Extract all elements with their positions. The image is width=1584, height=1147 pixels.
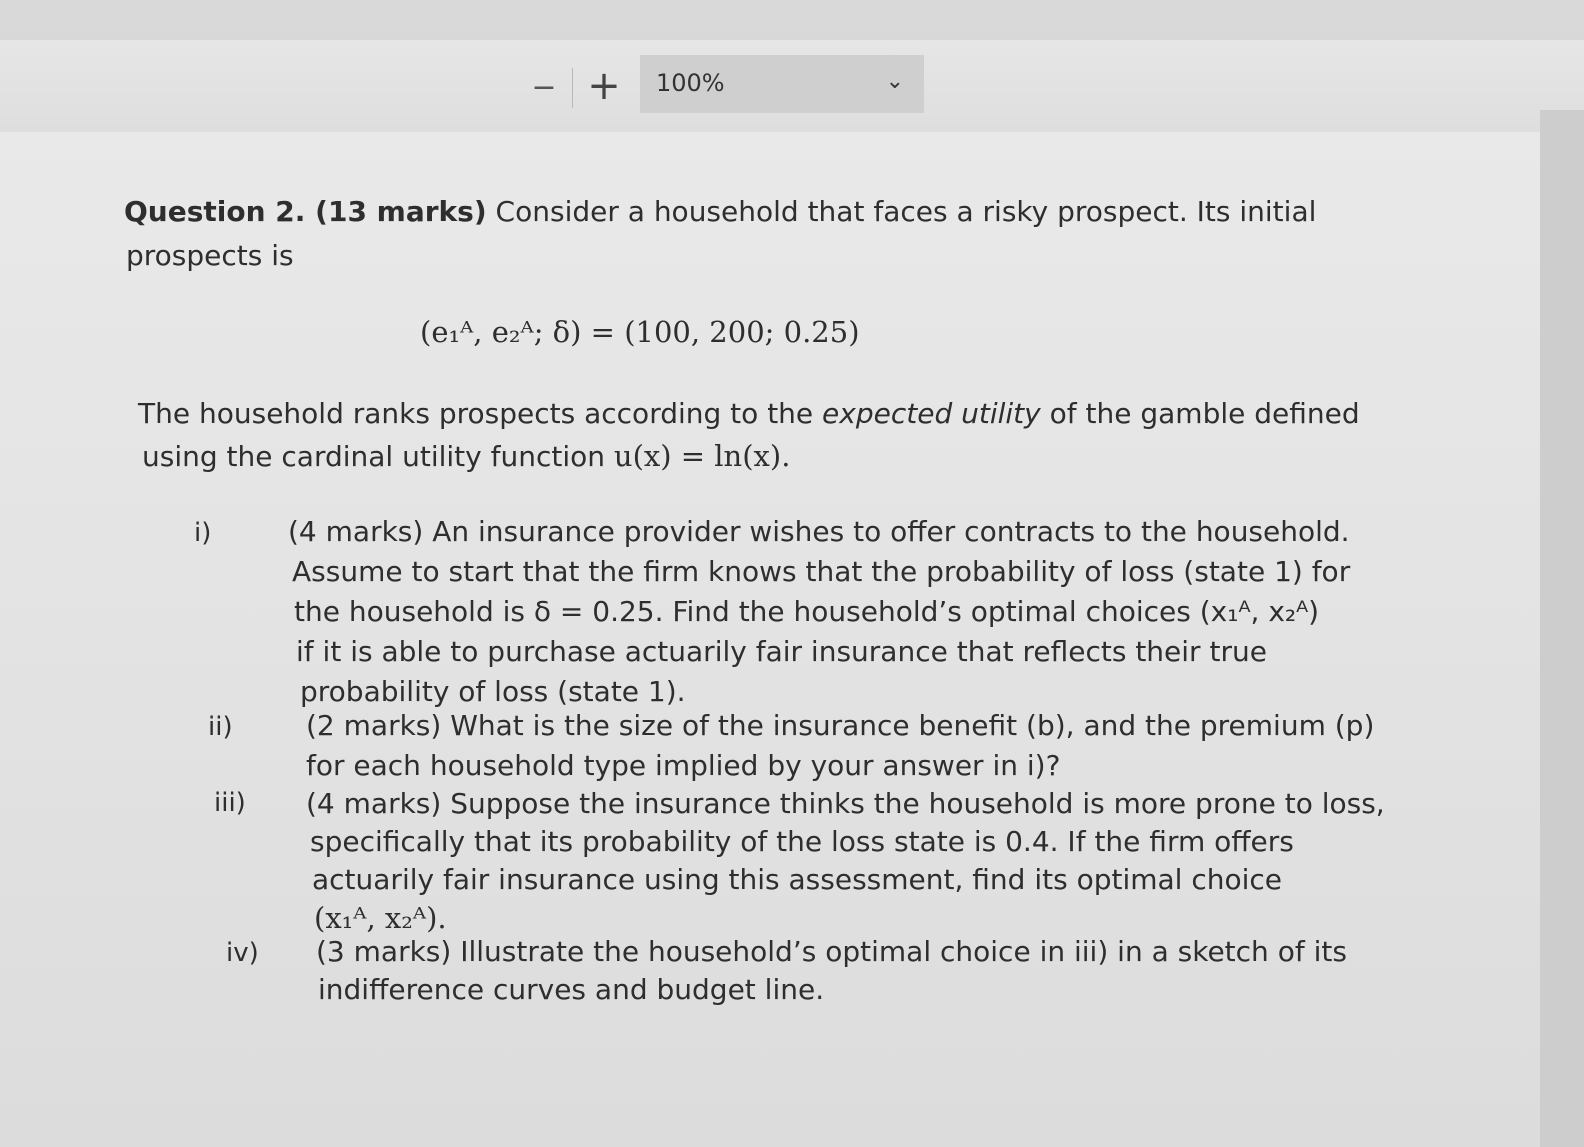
ranking-line-2 bbox=[142, 436, 790, 477]
zoom-in-button[interactable]: + bbox=[587, 63, 621, 109]
part-i-line-5: probability of loss (state 1). bbox=[300, 675, 686, 708]
part-ii-marker: ii) bbox=[208, 712, 233, 742]
question-intro-2: prospects is bbox=[126, 239, 294, 272]
utility-function-text: using the cardinal utility function bbox=[142, 440, 614, 473]
ranking-text-pre: The household ranks prospects according to the bbox=[138, 397, 823, 430]
ranking-line-1 bbox=[138, 394, 1360, 434]
question-heading-line bbox=[124, 192, 1316, 232]
question-heading: Question 2. (13 marks) bbox=[124, 195, 487, 228]
part-iii-line-1: (4 marks) Suppose the insurance thinks the household is more prone to loss, bbox=[306, 787, 1385, 820]
initial-prospect-equation: (e₁ᴬ, e₂ᴬ; δ) = (100, 200; 0.25) bbox=[420, 315, 860, 349]
part-iii-line-2: specifically that its probability of the loss state is 0.4. If the firm offers bbox=[310, 825, 1294, 858]
expected-utility-term: expected utility bbox=[822, 397, 1041, 430]
scroll-area[interactable] bbox=[1540, 110, 1584, 1147]
part-i-marker: i) bbox=[194, 518, 212, 548]
toolbar-divider bbox=[572, 68, 573, 108]
part-iii-line-3: actuarily fair insurance using this assessment, find its optimal choice bbox=[312, 863, 1283, 896]
part-ii-line-1: (2 marks) What is the size of the insurance benefit (b), and the premium (p) bbox=[306, 709, 1375, 742]
part-i-line-2: Assume to start that the firm knows that the probability of loss (state 1) for bbox=[292, 555, 1351, 588]
part-iv-marker: iv) bbox=[226, 938, 259, 968]
part-i-line-4: if it is able to purchase actuarily fair insurance that reflects their true bbox=[296, 635, 1267, 668]
zoom-level-dropdown[interactable] bbox=[640, 55, 924, 113]
part-i-line-3: the household is δ = 0.25. Find the household’s optimal choices (x₁ᴬ, x₂ᴬ) bbox=[294, 595, 1320, 628]
utility-function-formula: u(x) = ln(x). bbox=[613, 439, 791, 473]
chevron-down-icon: ⌄ bbox=[885, 69, 904, 94]
zoom-out-button[interactable]: − bbox=[531, 70, 557, 105]
part-iii-marker: iii) bbox=[214, 788, 246, 818]
part-iv-line-2: indifference curves and budget line. bbox=[318, 973, 825, 1006]
part-i-line-1: (4 marks) An insurance provider wishes to offer contracts to the household. bbox=[288, 515, 1350, 548]
part-ii-line-2: for each household type implied by your answer in i)? bbox=[306, 749, 1061, 782]
zoom-level-value: 100% bbox=[656, 69, 725, 97]
ranking-text-post: of the gamble defined bbox=[1040, 397, 1360, 430]
part-iv-line-1: (3 marks) Illustrate the household’s optimal choice in iii) in a sketch of its bbox=[316, 935, 1347, 968]
part-iii-line-4: (x₁ᴬ, x₂ᴬ). bbox=[314, 901, 447, 935]
question-intro-1: Consider a household that faces a risky prospect. Its initial bbox=[495, 195, 1317, 228]
